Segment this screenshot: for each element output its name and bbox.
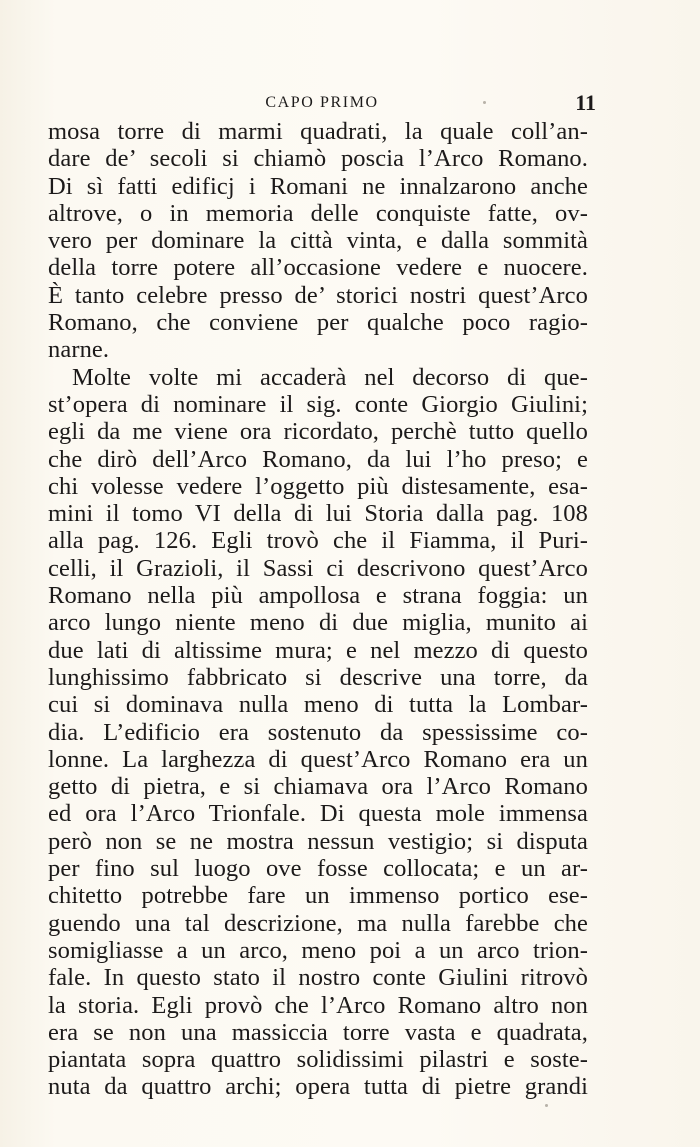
- text-line: È tanto celebre presso de’ storici nostri quest’Arco: [48, 281, 588, 309]
- text-line: lunghissimo fabbricato si descrive una torre, da: [48, 663, 588, 691]
- paper-speck: [483, 101, 486, 104]
- text-line: mosa torre di marmi quadrati, la quale coll’an-: [48, 118, 588, 145]
- text-line: nuta da quattro archi; opera tutta di pietre grandi: [48, 1073, 588, 1101]
- text-line: piantata sopra quattro solidissimi pilastri e soste-: [48, 1046, 588, 1074]
- text-line: della torre potere all’occasione vedere e nuocere.: [48, 254, 588, 282]
- text-line: ed ora l’Arco Trionfale. Di questa mole immensa: [48, 800, 588, 828]
- text-line: dare de’ secoli si chiamò poscia l’Arco Romano.: [48, 145, 588, 173]
- text-line: guendo una tal descrizione, ma nulla farebbe che: [48, 909, 588, 937]
- page-number: 11: [575, 90, 596, 115]
- text-line: arco lungo niente meno di due miglia, munito ai: [48, 609, 588, 637]
- text-line: chitetto potrebbe fare un immenso portico ese-: [48, 882, 588, 910]
- text-line: cui si dominava nulla meno di tutta la Lombar-: [48, 691, 588, 719]
- text-line: Romano, che conviene per qualche poco ragio-: [48, 309, 588, 337]
- text-line: narne.: [48, 336, 110, 364]
- text-line: Molte volte mi accaderà nel decorso di que-: [72, 363, 588, 391]
- text-line: Romano nella più ampollosa e strana foggia: un: [48, 582, 588, 610]
- text-line: somigliasse a un arco, meno poi a un arco trion-: [48, 936, 588, 964]
- paragraph: [48, 118, 588, 364]
- text-line: chi volesse vedere l’oggetto più distesamente, esa-: [48, 472, 588, 500]
- text-line: st’opera di nominare il sig. conte Giorgio Giulini;: [48, 390, 588, 418]
- running-head: [48, 92, 596, 116]
- text-line: per fino sul luogo ove fosse collocata; e un ar-: [48, 855, 588, 883]
- text-line: era se non una massiccia torre vasta e quadrata,: [48, 1018, 588, 1046]
- text-line: getto di pietra, e si chiamava ora l’Arco Romano: [48, 773, 588, 801]
- text-line: che dirò dell’Arco Romano, da lui l’ho preso; e: [48, 445, 588, 473]
- body-text: [48, 118, 588, 1101]
- text-line: dia. L’edificio era sostenuto da spessissime co-: [48, 718, 588, 746]
- text-line: altrove, o in memoria delle conquiste fatte, ov-: [48, 199, 588, 227]
- text-line: egli da me viene ora ricordato, perchè tutto quello: [48, 418, 588, 446]
- text-line: celli, il Grazioli, il Sassi ci descrivono quest’Arco: [48, 554, 588, 582]
- text-line: due lati di altissime mura; e nel mezzo di questo: [48, 636, 588, 664]
- text-line: lonne. La larghezza di quest’Arco Romano era un: [48, 745, 588, 773]
- text-line: fale. In questo stato il nostro conte Giulini ritrovò: [48, 964, 588, 992]
- text-line: vero per dominare la città vinta, e dalla sommità: [48, 227, 588, 255]
- text-line: però non se ne mostra nessun vestigio; si disputa: [48, 827, 588, 855]
- text-line: alla pag. 126. Egli trovò che il Fiamma, il Puri-: [48, 527, 588, 555]
- text-line: mini il tomo VI della di lui Storia dalla pag. 108: [48, 500, 588, 528]
- paper-speck: [545, 1104, 548, 1107]
- text-line: Di sì fatti edificj i Romani ne innalzarono anche: [48, 172, 588, 200]
- paragraph: [48, 364, 588, 1101]
- text-line: la storia. Egli provò che l’Arco Romano altro non: [48, 991, 588, 1019]
- running-title: CAPO PRIMO: [265, 94, 379, 111]
